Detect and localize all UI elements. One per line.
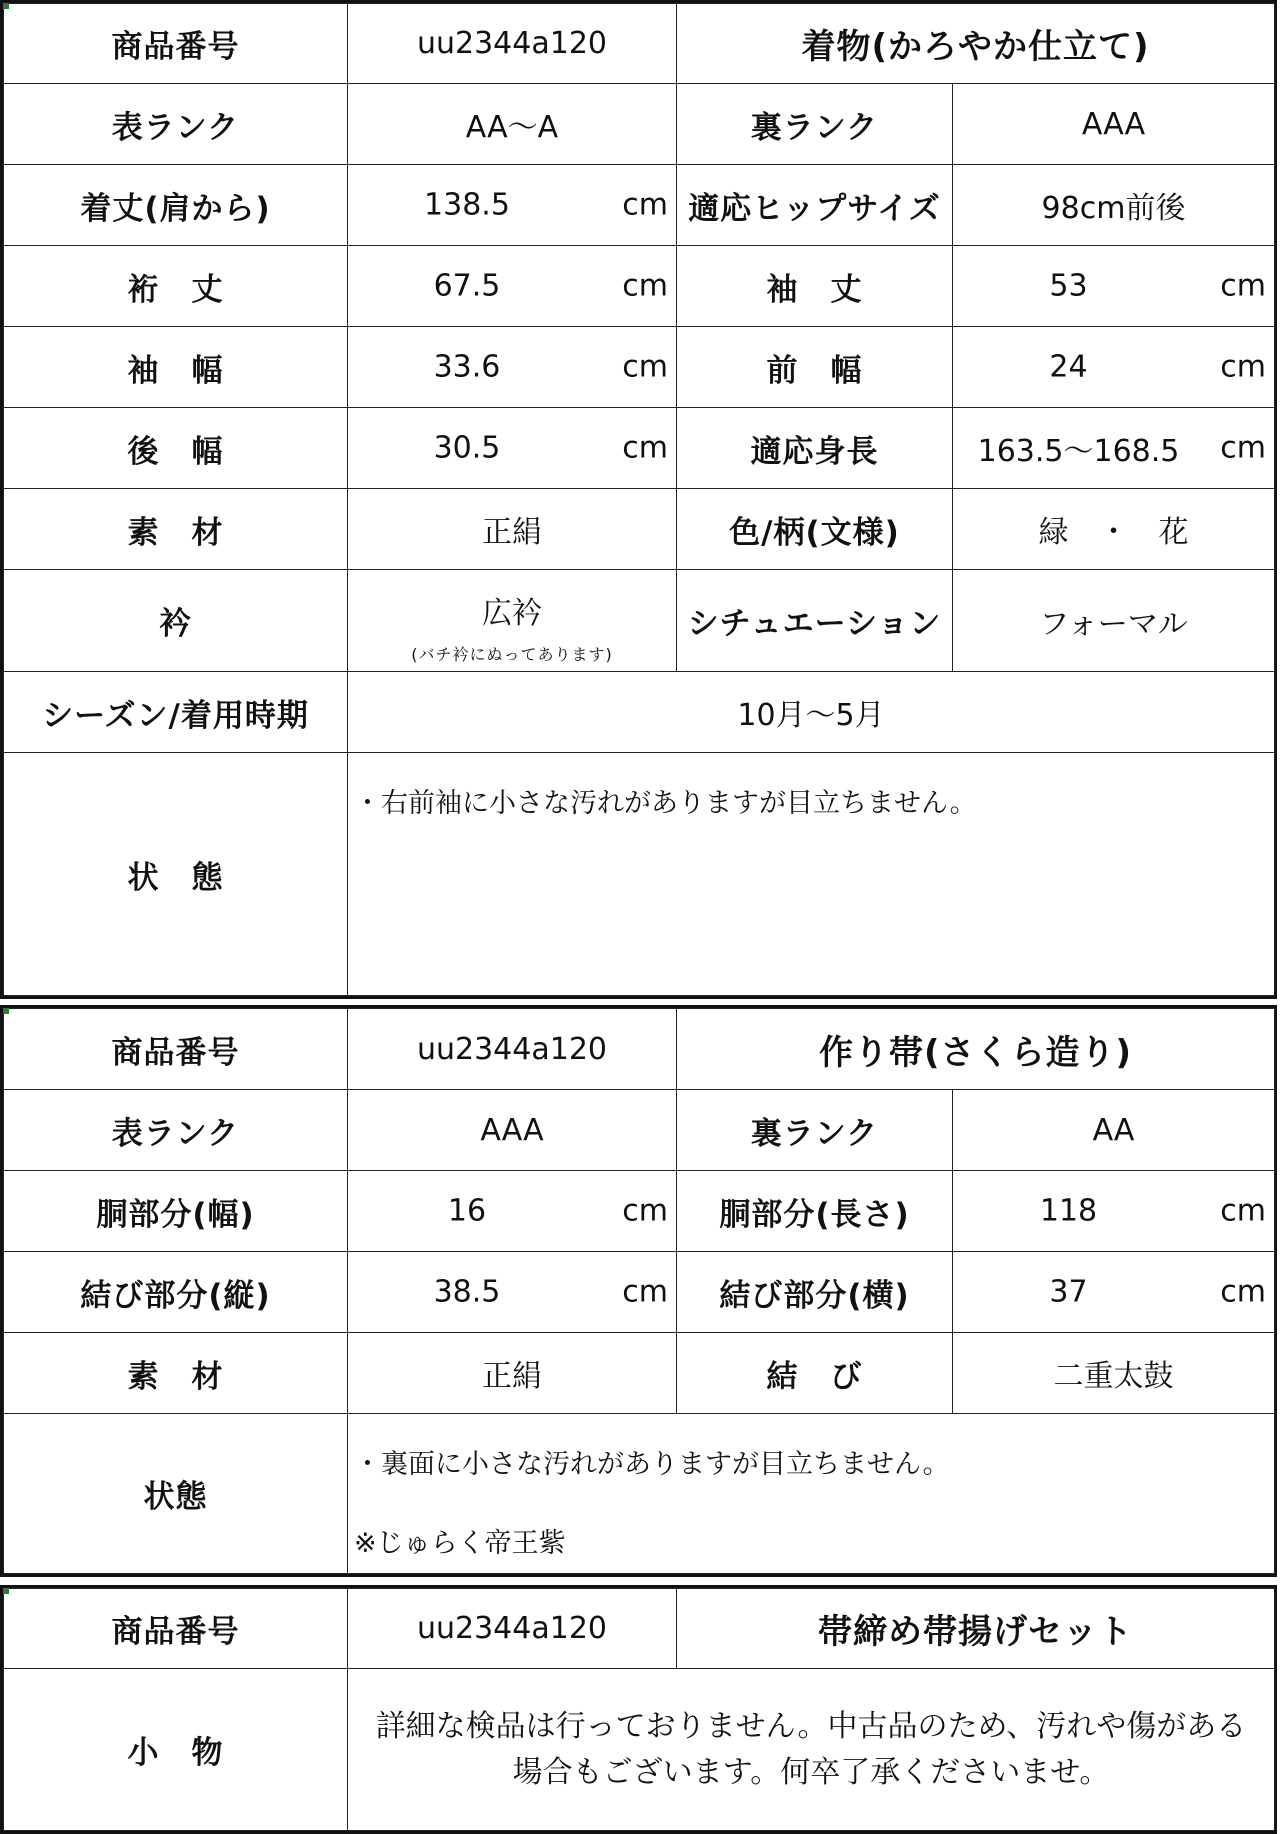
row-value: 138.5 cm [348,165,677,246]
collar-label: 衿 [4,570,348,672]
condition-text: ・右前袖に小さな汚れがありますが目立ちません。 [348,753,1275,996]
row-label: 胴部分(幅) [4,1171,348,1252]
row-value: 163.5～168.5 cm [953,408,1275,489]
season-label: シーズン/着用時期 [4,672,348,753]
accessories-table [0,1585,1277,1834]
row-value: 正絹 [348,489,677,570]
condition-text: ・裏面に小さな汚れがありますが目立ちません。 ※じゅらく帝王紫 [348,1414,1275,1574]
row-value: 67.5 cm [348,246,677,327]
row-label: 表ランク [4,1090,348,1171]
table-row [4,1090,1275,1171]
obi-table [0,1005,1277,1577]
row-value: AA [953,1090,1275,1171]
situation-value: フォーマル [953,570,1275,672]
collar-note: (バチ衿にぬってあります) [411,645,613,664]
row-value: AAA [348,1090,677,1171]
row-value: 二重太鼓 [953,1333,1275,1414]
row-label: 裏ランク [677,1090,953,1171]
row-value: 53 cm [953,246,1275,327]
situation-label: シチュエーション [677,570,953,672]
row-label: 適応身長 [677,408,953,489]
row-label: 色/柄(文様) [677,489,953,570]
row-value: 118 cm [953,1171,1275,1252]
collar-value: 広衿 (バチ衿にぬってあります) [348,570,677,672]
row-label: 表ランク [4,84,348,165]
table-row [4,1669,1275,1831]
table-row [4,1252,1275,1333]
row-value: 38.5 cm [348,1252,677,1333]
item-title: 作り帯(さくら造り) [677,1009,1275,1090]
table-row [4,489,1275,570]
product-number-label: 商品番号 [4,1009,348,1090]
row-value: 24 cm [953,327,1275,408]
table-row [4,570,1275,672]
row-label: 結 び [677,1333,953,1414]
product-number-value: uu2344a120 [348,1009,677,1090]
table-row [4,84,1275,165]
row-label: 結び部分(縦) [4,1252,348,1333]
row-label: 袖 幅 [4,327,348,408]
table-row [4,246,1275,327]
table-row [4,753,1275,996]
item-title: 帯締め帯揚げセット [677,1589,1275,1669]
item-label: 小 物 [4,1669,348,1831]
row-label: 裏ランク [677,84,953,165]
row-label: 前 幅 [677,327,953,408]
table-row [4,1414,1275,1574]
row-label: 胴部分(長さ) [677,1171,953,1252]
item-description: 詳細な検品は行っておりません。中古品のため、汚れや傷がある 場合もございます。何卒了承くださいませ。 [348,1669,1275,1831]
item-title: 着物(かろやか仕立て) [677,4,1275,84]
product-number-value: uu2344a120 [348,1589,677,1669]
table-row [4,672,1275,753]
product-number-label: 商品番号 [4,4,348,84]
row-value: 37 cm [953,1252,1275,1333]
condition-note: ※じゅらく帝王紫 [354,1528,566,1559]
row-value: 正絹 [348,1333,677,1414]
corner-accent [3,3,9,9]
row-label: 後 幅 [4,408,348,489]
condition-label: 状態 [4,1414,348,1574]
row-value: AAA [953,84,1275,165]
product-number-value: uu2344a120 [348,4,677,84]
row-label: 適応ヒップサイズ [677,165,953,246]
row-label: 結び部分(横) [677,1252,953,1333]
row-value: 緑 ・ 花 [953,489,1275,570]
table-row [4,327,1275,408]
row-label: 裄 丈 [4,246,348,327]
table-row [4,165,1275,246]
row-label: 素 材 [4,1333,348,1414]
product-number-label: 商品番号 [4,1589,348,1669]
corner-accent [3,1588,9,1594]
row-value: 33.6 cm [348,327,677,408]
corner-accent [3,1008,9,1014]
row-value: 98cm前後 [953,165,1275,246]
row-label: 素 材 [4,489,348,570]
row-value: 30.5 cm [348,408,677,489]
row-value: 16 cm [348,1171,677,1252]
row-value: AA～A [348,84,677,165]
table-row [4,408,1275,489]
row-label: 着丈(肩から) [4,165,348,246]
table-row [4,1333,1275,1414]
season-value: 10月～5月 [348,672,1275,753]
condition-label: 状 態 [4,753,348,996]
row-label: 袖 丈 [677,246,953,327]
table-row [4,1171,1275,1252]
